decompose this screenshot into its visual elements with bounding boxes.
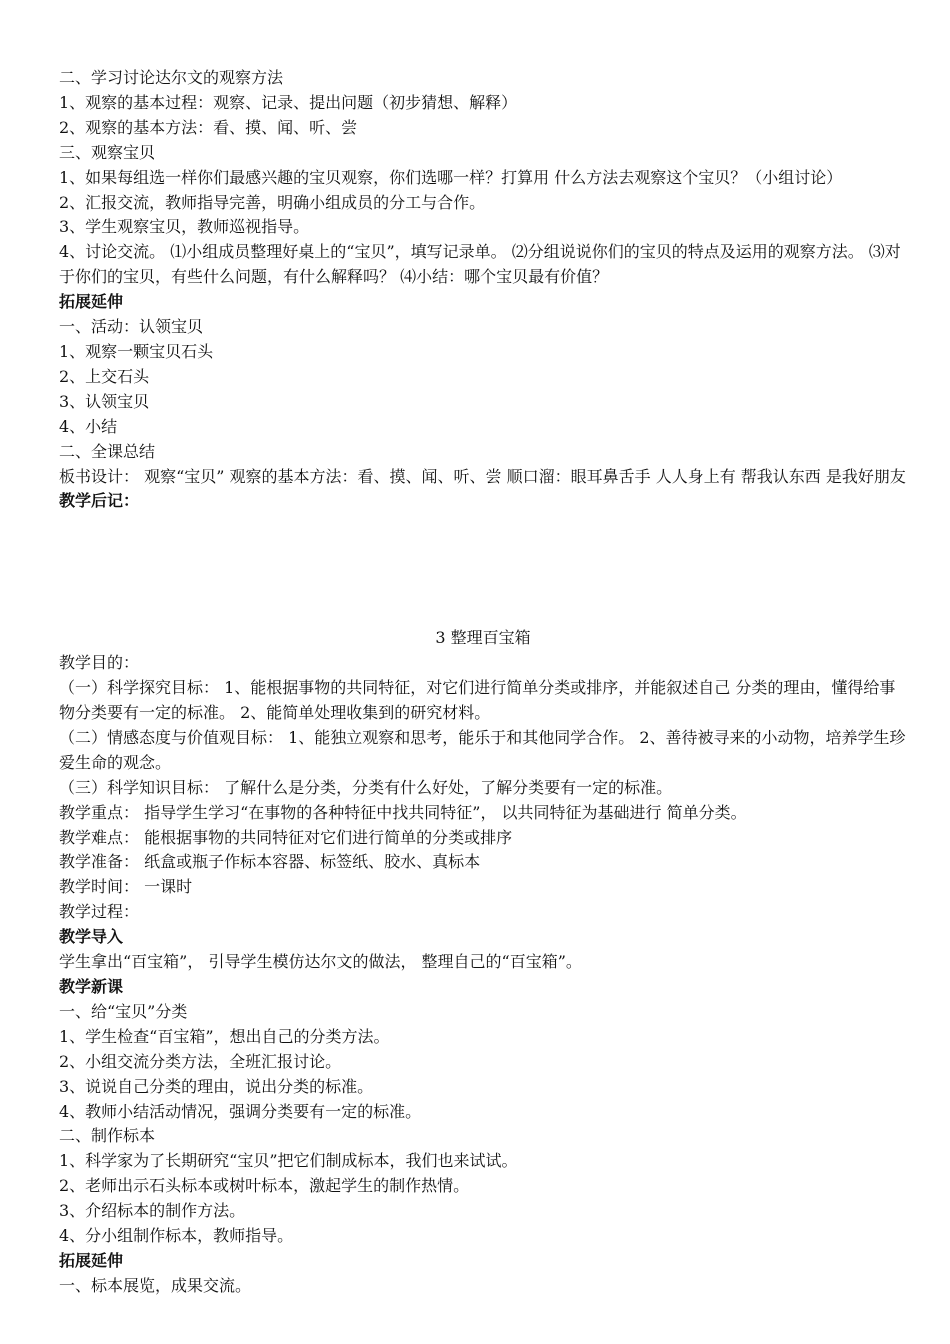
text-line: 4、小结 xyxy=(59,416,118,436)
blank-space xyxy=(59,514,907,626)
text-line: 1、科学家为了长期研究“宝贝”把它们制成标本，我们也来试试。 xyxy=(59,1151,518,1171)
text-line: 教学准备： 纸盒或瓶子作标本容器、标签纸、胶水、真标本 xyxy=(59,852,481,872)
text-line: 2、观察的基本方法：看、摸、闻、听、尝 xyxy=(59,117,358,137)
text-line: 2、上交石头 xyxy=(59,366,150,386)
text-line: （三）科学知识目标： 了解什么是分类，分类有什么好处，了解分类要有一定的标准。 xyxy=(59,777,673,797)
text-line: （一）科学探究目标： 1、能根据事物的共同特征，对它们进行简单分类或排序，并能叙述自己 分类的理由，懂得给事物分类要有一定的标准。 2、能简单处理收集到的研究材料。 xyxy=(59,678,896,723)
text-line: 1、如果每组选一样你们最感兴趣的宝贝观察，你们选哪一样？打算用 什么方法去观察这个宝贝？（小组讨论） xyxy=(59,167,843,187)
text-line: 板书设计： 观察“宝贝” 观察的基本方法：看、摸、闻、听、尝 顺口溜：眼耳鼻舌手 人人身上有 帮我认东西 是我好朋友 xyxy=(59,466,906,486)
text-line: 1、观察的基本过程：观察、记录、提出问题（初步猜想、解释） xyxy=(59,92,518,112)
text-line: 一、活动：认领宝贝 xyxy=(59,317,204,337)
text-line: 教学重点： 指导学生学习“在事物的各种特征中找共同特征”， 以共同特征为基础进行 简单分类。 xyxy=(59,802,747,822)
text-line: 4、教师小结活动情况，强调分类要有一定的标准。 xyxy=(59,1101,422,1121)
text-line: 2、老师出示石头标本或树叶标本，激起学生的制作热情。 xyxy=(59,1176,470,1196)
text-line: 1、学生检查“百宝箱”，想出自己的分类方法。 xyxy=(59,1026,390,1046)
lesson-title: 3 整理百宝箱 xyxy=(435,628,531,648)
text-line: 3、说说自己分类的理由，说出分类的标准。 xyxy=(59,1076,374,1096)
text-line: 一、标本展览，成果交流。 xyxy=(59,1275,252,1295)
text-line: 3、介绍标本的制作方法。 xyxy=(59,1201,246,1221)
section-heading: 教学导入 xyxy=(59,927,124,947)
text-line: 3、学生观察宝贝，教师巡视指导。 xyxy=(59,217,310,237)
text-line: 教学目的： xyxy=(59,653,140,673)
text-line: 3、认领宝贝 xyxy=(59,391,150,411)
text-line: 二、制作标本 xyxy=(59,1126,156,1146)
text-line: 教学时间： 一课时 xyxy=(59,877,193,897)
text-line: 二、全课总结 xyxy=(59,441,156,461)
text-line: 4、分小组制作标本，教师指导。 xyxy=(59,1226,294,1246)
text-line: 教学难点： 能根据事物的共同特征对它们进行简单的分类或排序 xyxy=(59,827,513,847)
section-heading: 教学新课 xyxy=(59,977,124,996)
text-line: 2、汇报交流，教师指导完善，明确小组成员的分工与合作。 xyxy=(59,192,486,212)
section-heading: 教学后记： xyxy=(59,491,140,511)
document-page xyxy=(59,66,907,1299)
text-line: 学生拿出“百宝箱”， 引导学生模仿达尔文的做法， 整理自己的“百宝箱”。 xyxy=(59,952,582,972)
text-line: 二、学习讨论达尔文的观察方法 xyxy=(59,68,284,87)
text-line: 教学过程： xyxy=(59,902,140,922)
text-line: 1、观察一颗宝贝石头 xyxy=(59,341,214,361)
text-line: 4、讨论交流。 ⑴小组成员整理好桌上的“宝贝”，填写记录单。 ⑵分组说说你们的宝贝的特点及运用的观察方法。 ⑶对于你们的宝贝，有些什么问题，有什么解释吗？ ⑷小结：哪个宝贝最有价值？ xyxy=(59,242,901,287)
text-line: 一、给“宝贝”分类 xyxy=(59,1001,188,1021)
section-heading: 拓展延伸 xyxy=(59,1250,124,1270)
text-line: 三、观察宝贝 xyxy=(59,142,156,162)
text-line: 2、小组交流分类方法，全班汇报讨论。 xyxy=(59,1051,342,1071)
text-line: （二）情感态度与价值观目标： 1、能独立观察和思考，能乐于和其他同学合作。 2、善待被寻来的小动物，培养学生珍爱生命的观念。 xyxy=(59,727,906,772)
section-heading: 拓展延伸 xyxy=(59,292,124,312)
